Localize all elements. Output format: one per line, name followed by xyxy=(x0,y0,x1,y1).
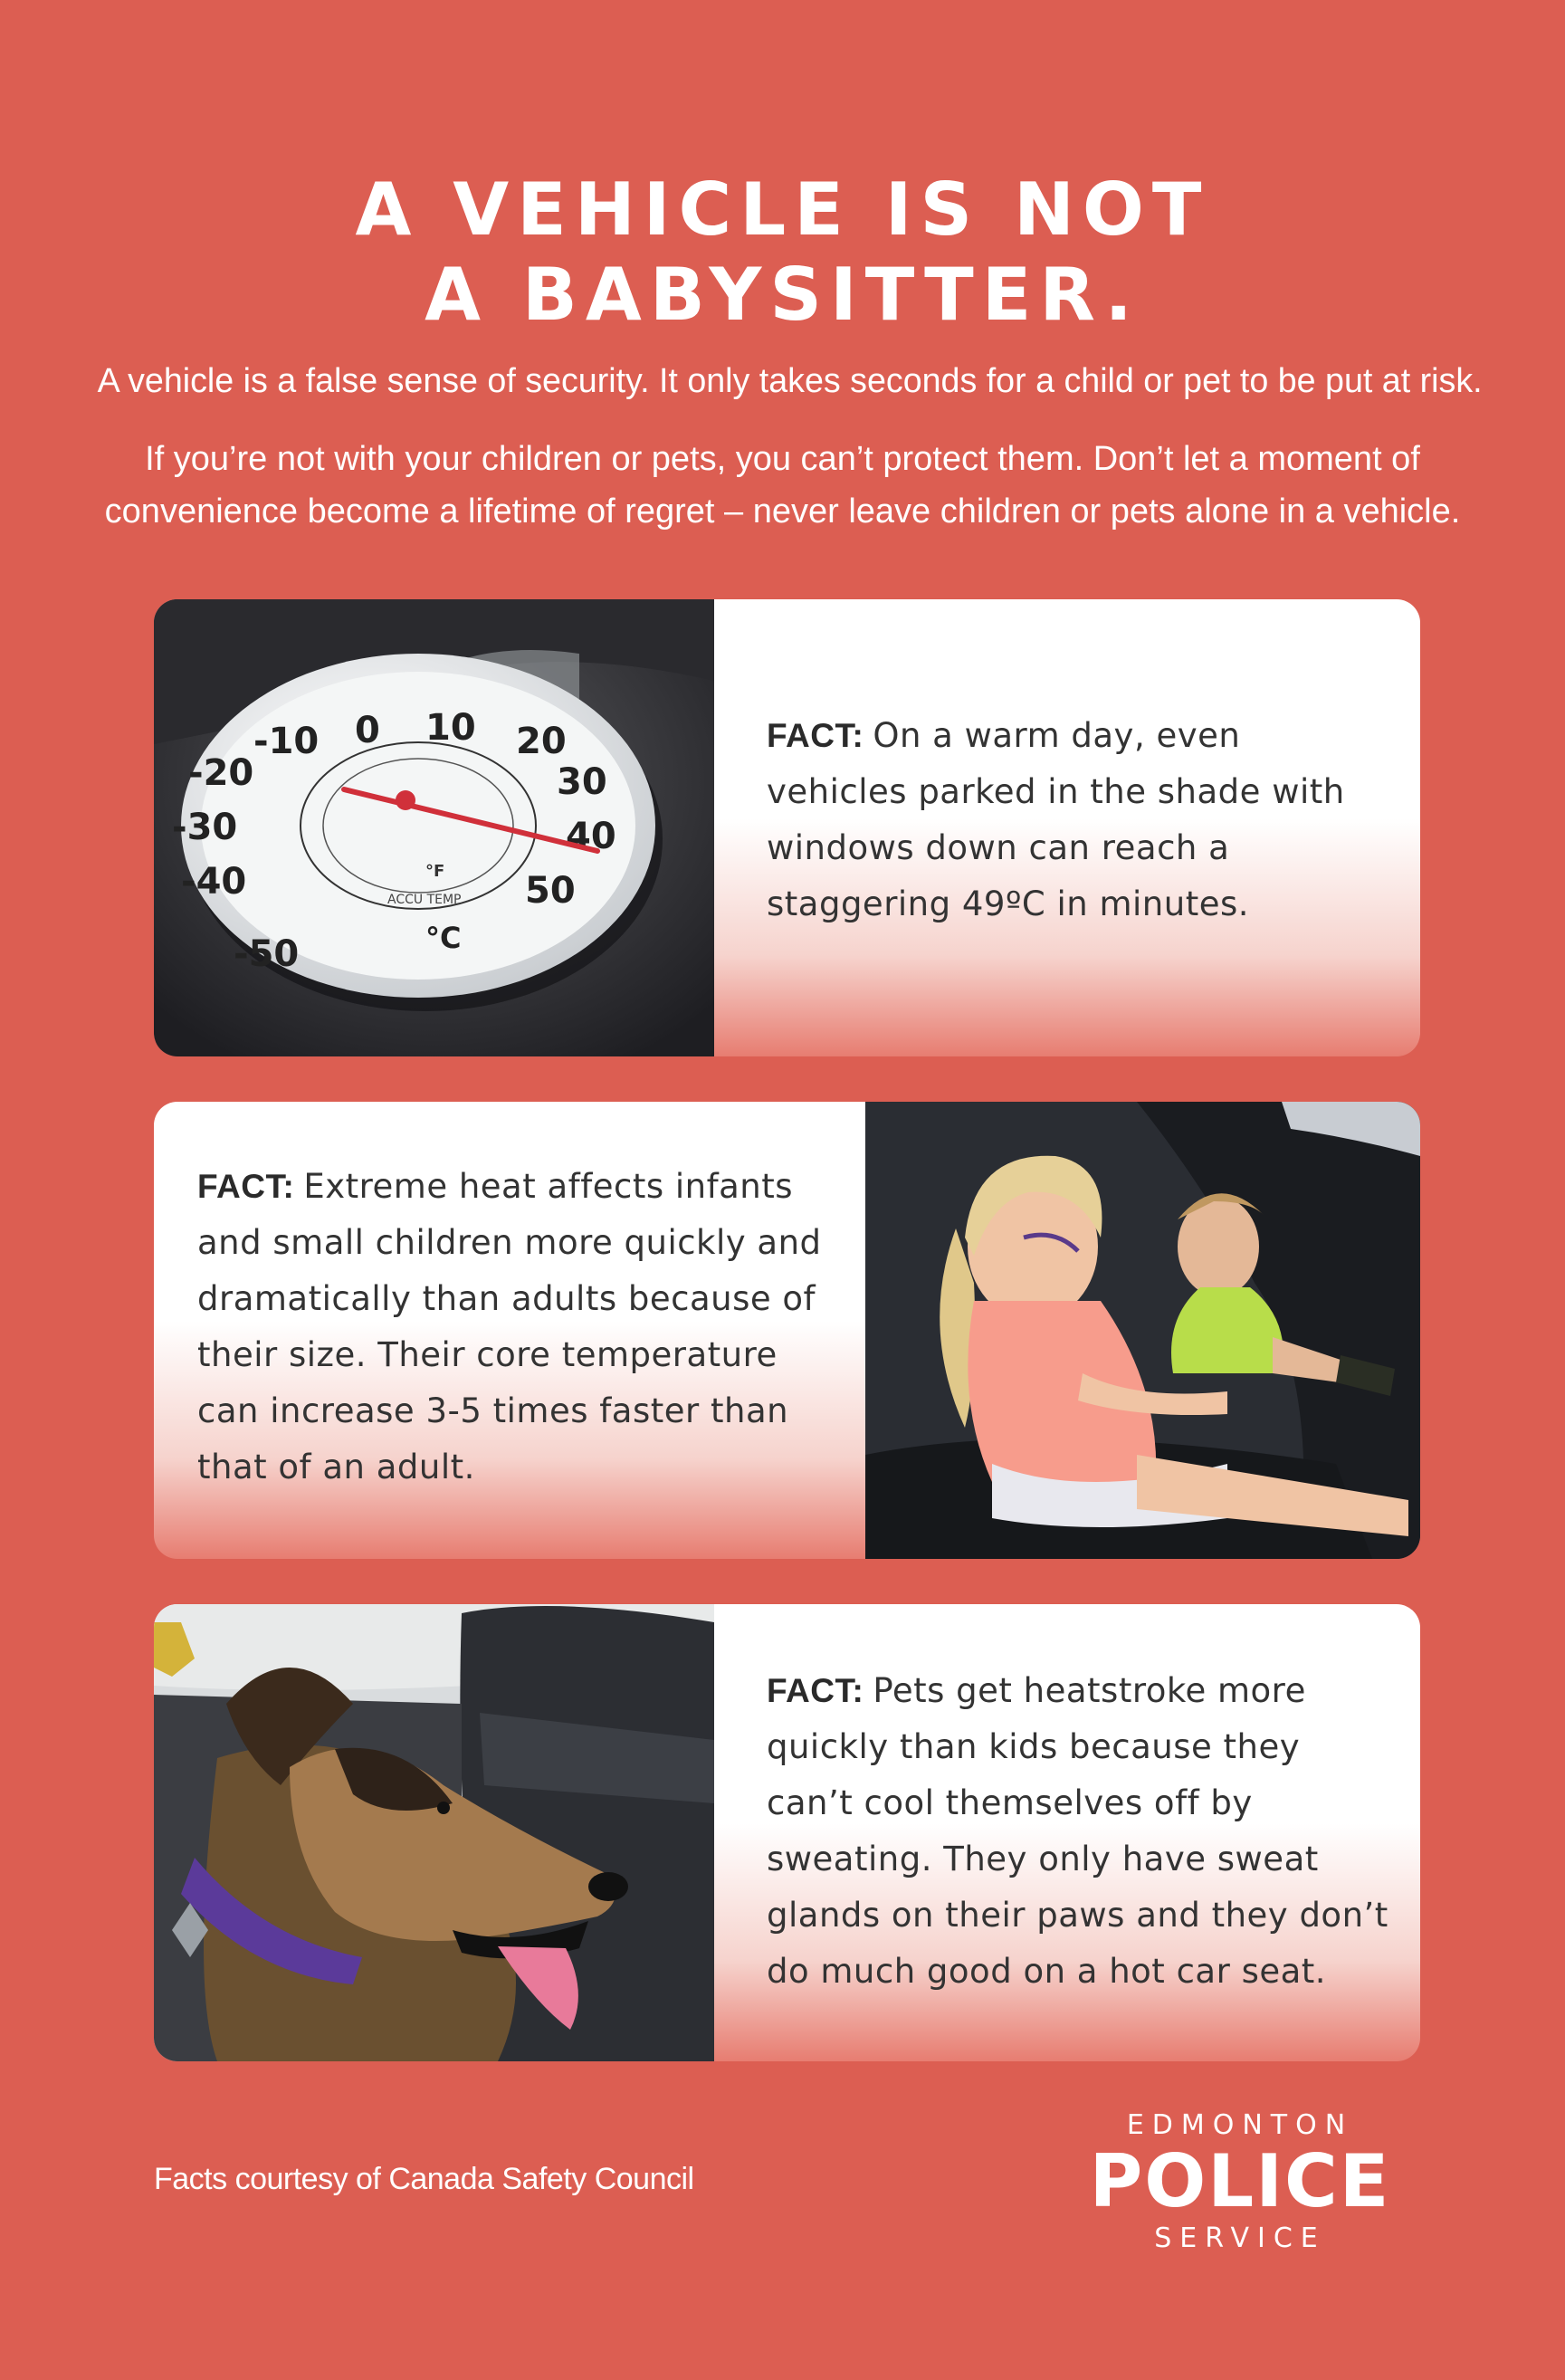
fact-text-children xyxy=(197,1159,831,1496)
intro-paragraph-2-line-2: convenience become a lifetime of regret – never leave children or pets alone in a vehicle. xyxy=(104,492,1461,530)
fact-body: Pets get heatstroke more quickly than kids because they can’t cool themselves off by sweating. They only have sweat glands on their paws and they don’t do much good on a hot car seat. xyxy=(767,1671,1388,1991)
logo-edmonton: EDMONTON xyxy=(1126,2109,1354,2141)
thermo-label-40: 40 xyxy=(566,816,616,857)
fact-label: FACT: xyxy=(767,717,864,754)
fact-card-children xyxy=(154,1102,1420,1559)
facts-credit: Facts courtesy of Canada Safety Council xyxy=(154,2162,694,2196)
intro-paragraph-1: A vehicle is a false sense of security. It only takes seconds for a child or pet to be put at risk. xyxy=(97,362,1483,400)
children-illustration xyxy=(865,1102,1420,1559)
title-line-2: A BABYSITTER. xyxy=(425,253,1140,337)
thermo-label-minus10: -10 xyxy=(253,721,320,762)
fact-card-heat xyxy=(154,599,1420,1056)
fact-label: FACT: xyxy=(197,1168,295,1205)
thermo-label-30: 30 xyxy=(557,761,607,803)
children-in-car-photo xyxy=(865,1102,1420,1559)
thermo-label-10: 10 xyxy=(425,707,476,749)
thermo-label-20: 20 xyxy=(516,721,567,762)
logo-police: POLICE xyxy=(1089,2139,1391,2223)
intro-paragraph-2 xyxy=(91,433,1474,538)
thermometer-photo xyxy=(154,599,714,1056)
thermometer-illustration xyxy=(154,599,714,1056)
thermo-label-0: 0 xyxy=(355,710,380,751)
thermo-label-minus30: -30 xyxy=(172,807,238,848)
fact-body: On a warm day, even vehicles parked in the shade with windows down can reach a staggering 49ºC in minutes. xyxy=(767,716,1345,923)
dog-in-car-photo xyxy=(154,1604,714,2061)
edmonton-police-logo xyxy=(1054,2109,1426,2254)
logo-service: SERVICE xyxy=(1154,2222,1326,2254)
fact-card-pets xyxy=(154,1604,1420,2061)
fact-body: Extreme heat affects infants and small children more quickly and dramatically than adults because of their size. Their core temperature can increase 3-5 times faster than that of an adult. xyxy=(197,1167,822,1486)
thermo-unit-c: °C xyxy=(425,921,462,955)
fact-text-heat xyxy=(767,708,1391,932)
fact-label: FACT: xyxy=(767,1672,864,1709)
thermo-label-50: 50 xyxy=(525,870,576,912)
intro-paragraph-2-line-1: If you’re not with your children or pets, you can’t protect them. Don’t let a moment of xyxy=(145,440,1420,478)
thermo-needle-hub xyxy=(396,790,415,810)
thermo-unit-f: °F xyxy=(425,862,445,881)
dog-illustration xyxy=(154,1604,714,2061)
thermo-label-minus20: -20 xyxy=(188,752,254,794)
thermo-brand: ACCU TEMP xyxy=(387,893,462,907)
thermo-label-minus40: -40 xyxy=(181,861,247,903)
thermo-label-minus50: -50 xyxy=(234,933,300,975)
title-line-1: A VEHICLE IS NOT xyxy=(355,167,1210,252)
page-title xyxy=(0,167,1565,338)
fact-text-pets xyxy=(767,1663,1391,2000)
